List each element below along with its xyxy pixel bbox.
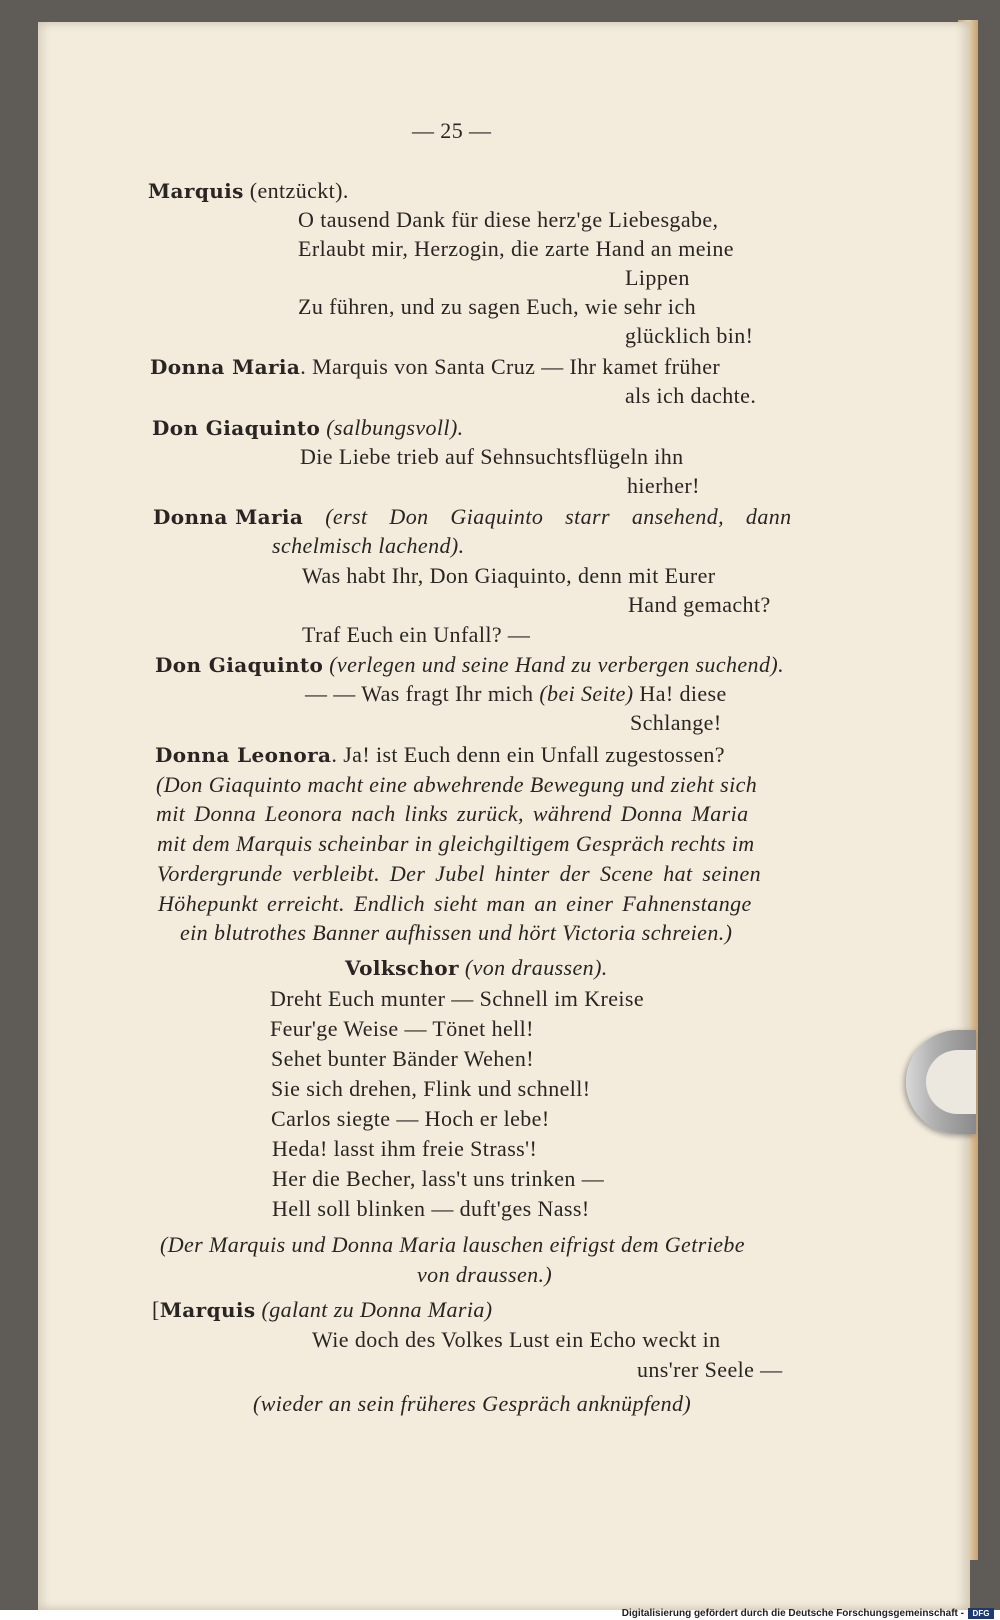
- stage-direction: (Der Marquis und Donna Maria lauschen eifrigst dem Getriebe: [160, 1232, 745, 1257]
- verse-line: Schlange!: [630, 710, 722, 735]
- song-line: Dreht Euch munter — Schnell im Kreise: [270, 986, 645, 1011]
- stage-direction: mit Donna Leonora nach links zurück, während Donna Maria: [156, 801, 749, 826]
- verse-line: Die Liebe trieb auf Sehnsuchtsflügeln ihn: [300, 444, 684, 469]
- verse-line: Erlaubt mir, Herzogin, die zarte Hand an meine: [298, 236, 734, 261]
- stage-direction: von draussen.): [417, 1262, 553, 1287]
- spoken-text: . Ja! ist Euch denn ein Unfall zugestossen?: [331, 742, 725, 767]
- stage-line: [155, 742, 725, 768]
- stage-direction: (verlegen und seine Hand zu verbergen suchend).: [329, 652, 784, 677]
- stage-direction: (salbungsvoll).: [326, 415, 464, 440]
- verse-line: Lippen: [625, 265, 690, 290]
- stage-direction: (von draussen).: [464, 955, 608, 980]
- verse-line: Was habt Ihr, Don Giaquinto, denn mit Eurer: [302, 563, 716, 588]
- stage-line: [148, 178, 349, 204]
- stage-direction: schelmisch lachend).: [272, 533, 465, 558]
- verse-line: O tausend Dank für diese herz'ge Liebesgabe,: [298, 207, 719, 232]
- stage-line: [155, 652, 784, 678]
- stage-line: [153, 504, 792, 530]
- speaker-name: Don Giaquinto: [152, 416, 321, 440]
- song-line: Sehet bunter Bänder Wehen!: [271, 1046, 534, 1071]
- stage-line: [152, 1297, 493, 1323]
- stage-direction: mit dem Marquis scheinbar in gleichgiltigem Gespräch rechts im: [157, 831, 755, 856]
- spoken-text: Ha! diese: [639, 681, 727, 706]
- stage-direction: (galant zu Donna Maria): [261, 1297, 493, 1322]
- song-line: Her die Becher, lass't uns trinken —: [272, 1166, 605, 1191]
- stage-direction: (entzückt).: [249, 178, 349, 203]
- speaker-name: Marquis: [159, 1298, 256, 1322]
- verse-line: als ich dachte.: [625, 383, 757, 408]
- speaker-name: Donna Maria: [150, 355, 301, 379]
- stage-direction: (Don Giaquinto macht eine abwehrende Bewegung und zieht sich: [156, 772, 758, 797]
- spoken-text: — — Was fragt Ihr mich: [305, 681, 534, 706]
- verse-line: Hand gemacht?: [628, 592, 771, 617]
- speaker-name: Marquis: [148, 179, 244, 203]
- bracket-mark: [: [152, 1297, 160, 1322]
- verse-line: glücklich bin!: [625, 323, 754, 348]
- song-line: Hell soll blinken — duft'ges Nass!: [272, 1196, 590, 1221]
- stage-line: [152, 415, 464, 441]
- spoken-text: . Marquis von Santa Cruz — Ihr kamet früher: [300, 354, 721, 379]
- digitization-credit: Digitalisierung gefördert durch die Deutsche Forschungsgemeinschaft -: [621, 1608, 964, 1619]
- verse-line: Traf Euch ein Unfall? —: [302, 622, 531, 647]
- stage-line: [345, 955, 608, 981]
- stage-line: [305, 681, 727, 707]
- verse-line: uns'rer Seele —: [637, 1357, 783, 1382]
- stage-direction: (erst Don Giaquinto starr ansehend, dann: [325, 504, 792, 529]
- speaker-name: Donna Leonora: [155, 743, 332, 767]
- page-number: — 25 —: [412, 118, 492, 143]
- stage-direction: (wieder an sein früheres Gespräch anknüpfend): [253, 1391, 692, 1416]
- stage-direction: Vordergrunde verbleibt. Der Jubel hinter der Scene hat seinen: [157, 861, 762, 886]
- speaker-name: Donna Maria: [153, 505, 304, 529]
- stage-direction: Höhepunkt erreicht. Endlich sieht man an einer Fahnenstange: [158, 891, 752, 916]
- speaker-name: Volkschor: [345, 956, 459, 980]
- stage-line: [150, 354, 720, 380]
- song-line: Feur'ge Weise — Tönet hell!: [270, 1016, 534, 1041]
- stage-direction: ein blutrothes Banner aufhissen und hört Victoria schreien.): [180, 920, 733, 945]
- song-line: Sie sich drehen, Flink und schnell!: [271, 1076, 591, 1101]
- stage-direction: (bei Seite): [539, 681, 634, 706]
- song-line: Heda! lasst ihm freie Strass'!: [272, 1136, 538, 1161]
- dfg-logo: DFG: [968, 1608, 994, 1619]
- song-line: Carlos siegte — Hoch er lebe!: [271, 1106, 550, 1131]
- verse-line: hierher!: [627, 473, 700, 498]
- speaker-name: Don Giaquinto: [155, 653, 324, 677]
- verse-line: Wie doch des Volkes Lust ein Echo weckt in: [312, 1327, 721, 1352]
- verse-line: Zu führen, und zu sagen Euch, wie sehr ich: [298, 294, 697, 319]
